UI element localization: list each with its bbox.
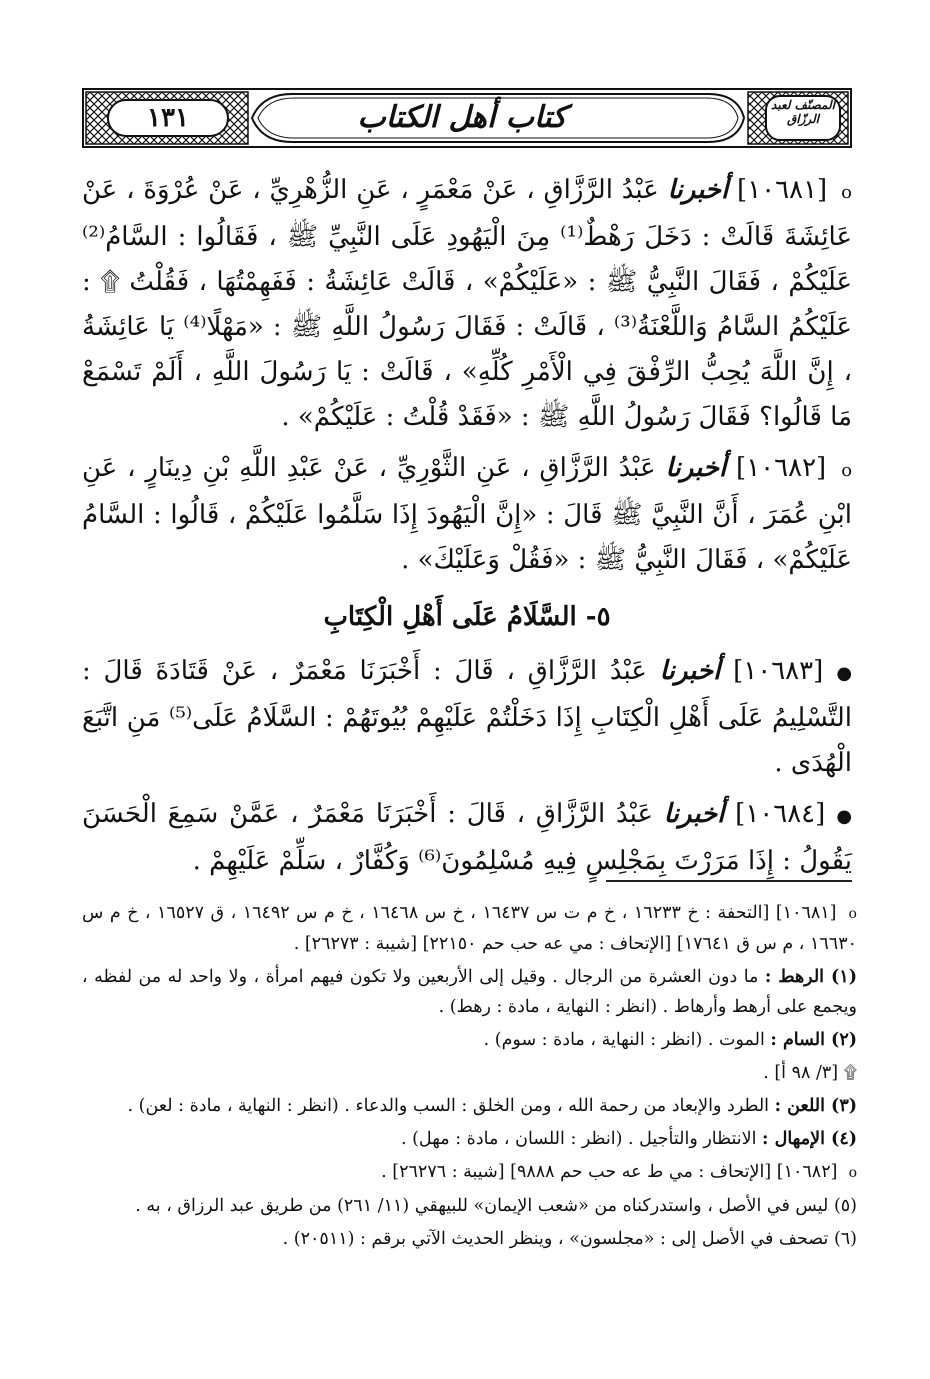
- chapter-heading: ٥- السَّلَامُ عَلَى أَهْلِ الْكِتَابِ: [323, 602, 611, 632]
- folio-icon: ۩: [843, 1063, 857, 1083]
- page-number: ١٣١: [147, 103, 189, 133]
- hadith-10682: [82, 446, 852, 583]
- footnote-lead: (٣) اللعن :: [774, 1096, 857, 1116]
- hadith-number: [١٠٦٨١]: [737, 175, 828, 205]
- hadith-akhbarana: أخبرنا: [665, 453, 727, 483]
- hadith-10681: [82, 168, 852, 440]
- footnote-lead: [١٠٦٨١]: [775, 903, 837, 923]
- hadith-10684: [82, 792, 852, 884]
- hadith-akhbarana: أخبرنا: [659, 656, 721, 686]
- footnote-marker: o: [848, 1165, 857, 1181]
- footnote-2: [82, 1025, 857, 1055]
- hadith-text: عَبْدُ الرَّزَّاقِ ، عَنِ الثَّوْرِيِّ ، عَنْ عَبْدِ اللَّهِ بْنِ دِينَارٍ ، عَنِ ابْنِ عُمَرَ ، أَنَّ النَّبِيَّ ﷺ قَالَ : «إِنَّ الْيَهُودَ إِذَا سَلَّمُوا عَلَيْكُمْ ، قَالُوا : السَّامُ عَلَيْكُمْ» ، فَقَالَ النَّبِيُّ ﷺ : «فَقُلْ وَعَلَيْكَ» .: [82, 453, 852, 575]
- hadith-number: [١٠٦٨٢]: [736, 453, 827, 483]
- footnote-text: الطرد والإبعاد من رحمة الله ، ومن الخلق : السب والدعاء . (انظر : النهاية ، مادة : لعن) .: [127, 1096, 770, 1116]
- footnote-lead: (١) الرهط :: [764, 967, 857, 987]
- footnote-text: الموت . (انظر : النهاية ، مادة : سوم) .: [483, 1030, 765, 1050]
- footnote-3: [82, 1091, 857, 1121]
- footnotes: [82, 898, 857, 1257]
- footnote-lead: (٤) الإمهال :: [762, 1129, 857, 1149]
- footnote-text: [الإتحاف : مي ط عه حب حم ٩٨٨٨] [شيبة : ٢٦٢٧٦] .: [381, 1162, 772, 1182]
- footnote-lead: (٢) السام :: [770, 1030, 857, 1050]
- footnote-6: [82, 1224, 857, 1254]
- hadith-text: عَبْدُ الرَّزَّاقِ ، قَالَ : أَخْبَرَنَا مَعْمَرٌ ، عَنْ قَتَادَةَ قَالَ : التَّسْلِيمُ عَلَى أَهْلِ الْكِتَابِ إِذَا دَخَلْتُمْ عَلَيْهِمْ بُيُوتَهُمْ : السَّلَامُ عَلَى⁽⁵⁾ مَنِ اتَّبَعَ الْهُدَى .: [82, 656, 853, 778]
- book-title: المصنّف لعبد الرزّاق: [771, 98, 835, 126]
- chapter-running-title: كتاب أهل الكتاب: [357, 100, 567, 135]
- footnote-lead: (٥): [833, 1196, 857, 1216]
- main-text: [82, 168, 852, 890]
- hadith-akhbarana: أخبرنا: [663, 799, 725, 829]
- hadith-marker: o: [841, 460, 853, 481]
- hadith-text: عَبْدُ الرَّزَّاقِ ، قَالَ : أَخْبَرَنَا مَعْمَرٌ ، عَمَّنْ سَمِعَ الْحَسَنَ يَقُولُ : إِذَا مَرَرْتَ بِمَجْلِسٍ فِيهِ مُسْلِمُونَ⁽⁶⁾ وَكُفَّارٌ ، سَلِّمْ عَلَيْهِمْ .: [82, 799, 852, 876]
- footnote-text: [٣/ ٩٨ أ] .: [763, 1063, 839, 1083]
- hadith-number: [١٠٦٨٤]: [735, 799, 826, 829]
- footnote-takhrij-10682: [82, 1157, 857, 1188]
- footnote-4: [82, 1124, 857, 1154]
- footnote-lead: (٦): [833, 1229, 857, 1249]
- footnote-marker: o: [848, 906, 857, 922]
- running-header: [82, 88, 852, 148]
- footnote-1: [82, 962, 857, 1022]
- footnote-5: [82, 1191, 857, 1221]
- footnote-text: الانتظار والتأجيل . (انظر : اللسان ، مادة : مهل) .: [400, 1129, 757, 1149]
- footnote-text: ما دون العشرة من الرجال . وقيل إلى الأربعين ولا تكون فيهم امرأة ، ولا واحد له من لفظه ، ويجمع على أرهط وأرهاط . (انظر : النهاية ، مادة : رهط) .: [82, 967, 857, 1017]
- footnote-text: [التحفة : خ ١٦٢٣٣ ، خ م ت س ١٦٤٣٧ ، خ س ١٦٤٦٨ ، خ م س ١٦٤٩٢ ، ق ١٦٥٢٧ ، خ م س ١٦٦٣٠ ، م س ق ١٧٦٤١] [الإتحاف : مي عه حب حم ٢٢١٥٠] [شيبة : ٢٦٢٧٣] .: [82, 903, 857, 954]
- footnote-separator: [606, 880, 852, 882]
- footnote-lead: [١٠٦٨٢]: [776, 1162, 838, 1182]
- footnote-takhrij-10681: [82, 898, 857, 959]
- hadith-marker: ●: [836, 806, 853, 827]
- hadith-text: عَبْدُ الرَّزَّاقِ ، عَنْ مَعْمَرٍ ، عَنِ الزُّهْرِيِّ ، عَنْ عُرْوَةَ ، عَنْ عَائِشَةَ قَالَتْ : دَخَلَ رَهْطٌ⁽¹⁾ مِنَ الْيَهُودِ عَلَى النَّبِيِّ ﷺ ، فَقَالُوا : السَّامُ⁽²⁾ عَلَيْكُمْ ، فَقَالَ النَّبِيُّ ﷺ : «عَلَيْكُمْ» ، قَالَتْ عَائِشَةُ : فَفَهِمْتُهَا ، فَقُلْتُ ۩ : عَلَيْكُمُ السَّامُ وَاللَّعْنَةُ⁽³⁾ ، قَالَتْ : فَقَالَ رَسُولُ اللَّهِ ﷺ : «مَهْلًا⁽⁴⁾ يَا عَائِشَةُ ، إِنَّ اللَّهَ يُحِبُّ الرِّفْقَ فِي الْأَمْرِ كُلِّهِ» ، قَالَتْ : يَا رَسُولَ اللَّهِ ، أَلَمْ تَسْمَعْ مَا قَالُوا؟ فَقَالَ رَسُولُ اللَّهِ ﷺ : «فَقَدْ قُلْتُ : عَلَيْكُمْ» .: [82, 175, 852, 432]
- hadith-10683: [82, 649, 852, 786]
- hadith-marker: o: [841, 182, 852, 203]
- footnote-text: تصحف في الأصل إلى : «مجلسون» ، وينظر الحديث الآتي برقم : (٢٠٥١١) .: [282, 1229, 829, 1249]
- hadith-number: [١٠٦٨٣]: [733, 656, 824, 686]
- hadith-akhbarana: أخبرنا: [667, 175, 729, 205]
- hadith-marker: ●: [836, 663, 853, 684]
- footnote-folio: [82, 1058, 857, 1088]
- footnote-text: ليس في الأصل ، واستدركناه من «شعب الإيمان» للبيهقي (١١/ ٢٦١) من طريق عبد الرزاق ، به .: [135, 1196, 829, 1216]
